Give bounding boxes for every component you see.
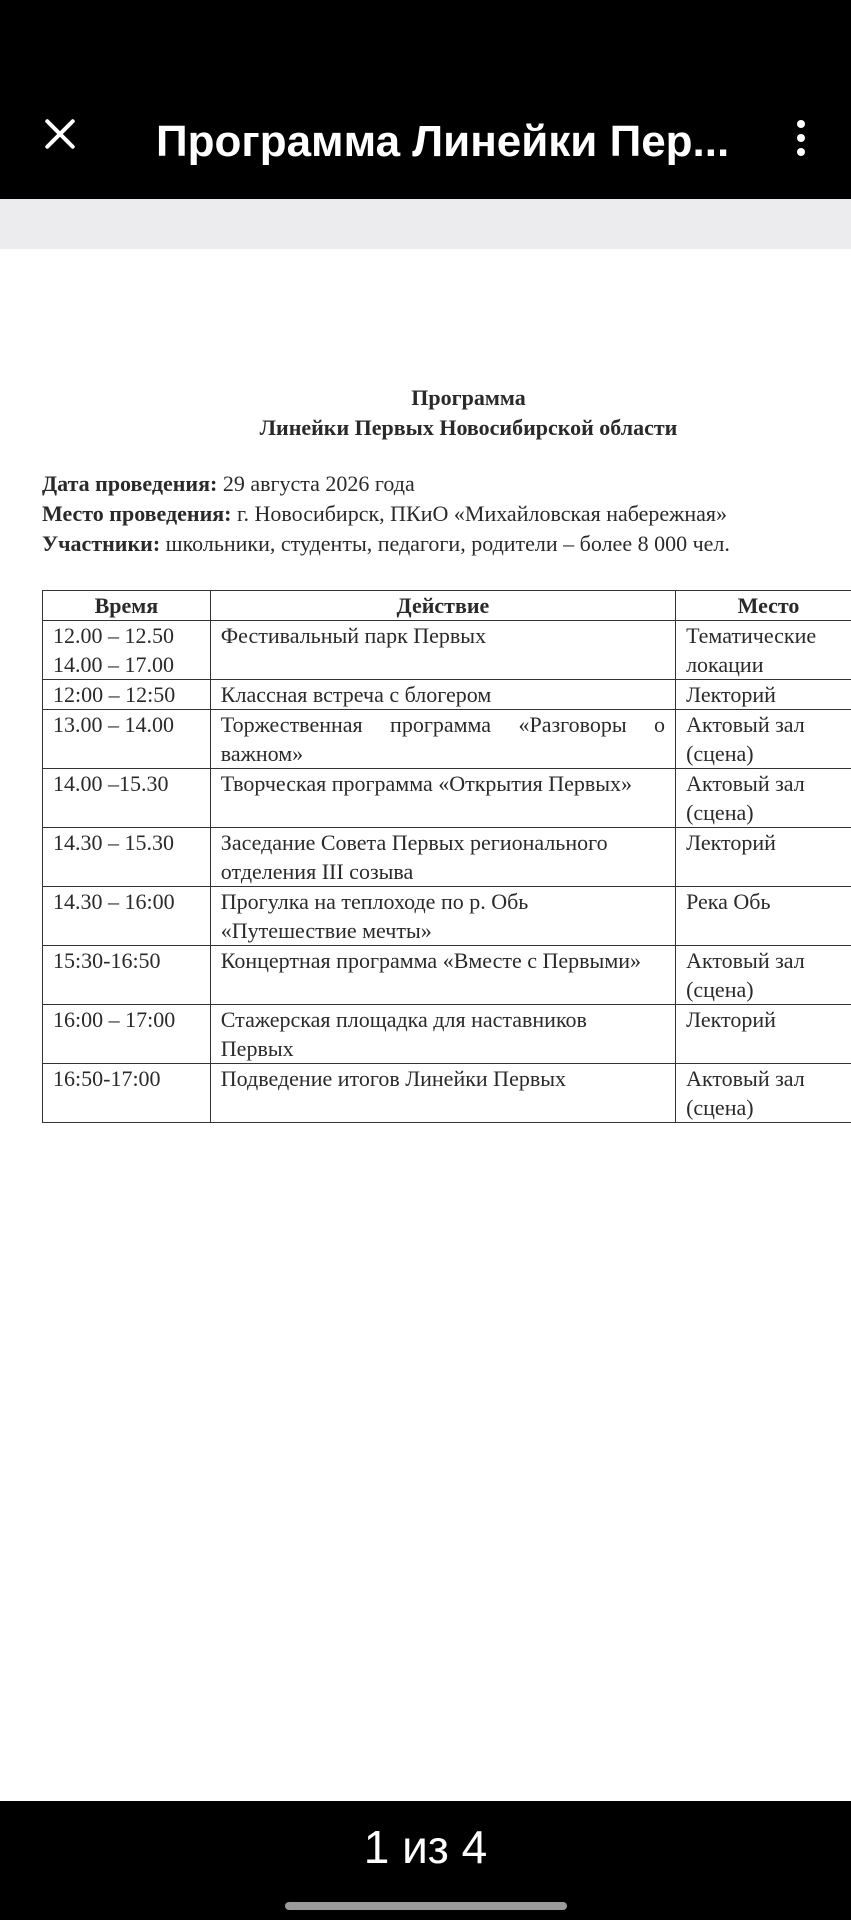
table-row	[43, 887, 851, 946]
cell-action: Прогулка на теплоходе по р. Обь «Путешествие мечты»	[210, 887, 675, 946]
cell-time: 14.00 –15.30	[43, 769, 211, 828]
cell-place: Актовый зал (сцена)	[676, 769, 851, 828]
table-row	[43, 946, 851, 1005]
header-action: Действие	[210, 591, 675, 621]
cell-place: Тематические локации	[676, 621, 851, 680]
document-title: Программа Линейки Пер...	[156, 117, 730, 166]
cell-time: 15:30-16:50	[43, 946, 211, 1005]
cell-action: Творческая программа «Открытия Первых»	[210, 769, 675, 828]
bottom-bar	[0, 1801, 851, 1920]
table-row	[43, 710, 851, 769]
cell-place: Актовый зал (сцена)	[676, 710, 851, 769]
cell-action: Подведение итогов Линейки Первых	[210, 1064, 675, 1123]
event-place	[42, 501, 727, 527]
viewer-gap	[0, 199, 851, 249]
doc-heading-line1: Программа	[411, 385, 526, 410]
more-vert-icon[interactable]	[786, 114, 816, 162]
event-place-label: Место проведения:	[42, 501, 232, 526]
cell-time: 16:00 – 17:00	[43, 1005, 211, 1064]
cell-place: Актовый зал (сцена)	[676, 946, 851, 1005]
event-participants	[42, 531, 730, 557]
cell-action: Фестивальный парк Первых	[210, 621, 675, 680]
cell-action: Стажерская площадка для наставников Первых	[210, 1005, 675, 1064]
cell-action: Заседание Совета Первых регионального отделения III созыва	[210, 828, 675, 887]
cell-time: 12:00 – 12:50	[43, 680, 211, 710]
header-place: Место	[676, 591, 851, 621]
page-indicator: 1 из 4	[363, 1821, 488, 1873]
table-header-row	[43, 591, 851, 621]
table-row	[43, 1005, 851, 1064]
table-row	[43, 828, 851, 887]
header-time: Время	[43, 591, 211, 621]
document-page[interactable]	[0, 249, 851, 1801]
cell-time: 14.30 – 15.30	[43, 828, 211, 887]
table-row	[43, 680, 851, 710]
cell-time: 12.00 – 12.50 14.00 – 17.00	[43, 621, 211, 680]
cell-time: 16:50-17:00	[43, 1064, 211, 1123]
cell-place: Лекторий	[676, 1005, 851, 1064]
top-app-bar	[0, 0, 851, 199]
cell-action: Торжественная программа «Разговоры о важном»	[210, 710, 675, 769]
cell-action: Классная встреча с блогером	[210, 680, 675, 710]
table-row	[43, 1064, 851, 1123]
cell-time: 14.30 – 16:00	[43, 887, 211, 946]
event-date-value: 29 августа 2026 года	[217, 471, 415, 496]
event-participants-value: школьники, студенты, педагоги, родители – более 8 000 чел.	[160, 531, 730, 556]
cell-place: Актовый зал (сцена)	[676, 1064, 851, 1123]
event-participants-label: Участники:	[42, 531, 161, 556]
event-date	[42, 471, 415, 497]
cell-action: Концертная программа «Вместе с Первыми»	[210, 946, 675, 1005]
event-place-value: г. Новосибирск, ПКиО «Михайловская набережная»	[231, 501, 728, 526]
close-icon[interactable]	[38, 112, 82, 156]
schedule-table	[42, 590, 851, 1123]
table-row	[43, 621, 851, 680]
doc-heading-line2: Линейки Первых Новосибирской области	[259, 415, 678, 440]
event-date-label: Дата проведения:	[42, 471, 218, 496]
table-row	[43, 769, 851, 828]
cell-place: Лекторий	[676, 828, 851, 887]
cell-place: Река Обь	[676, 887, 851, 946]
cell-time: 13.00 – 14.00	[43, 710, 211, 769]
cell-place: Лекторий	[676, 680, 851, 710]
home-indicator[interactable]	[285, 1902, 567, 1910]
